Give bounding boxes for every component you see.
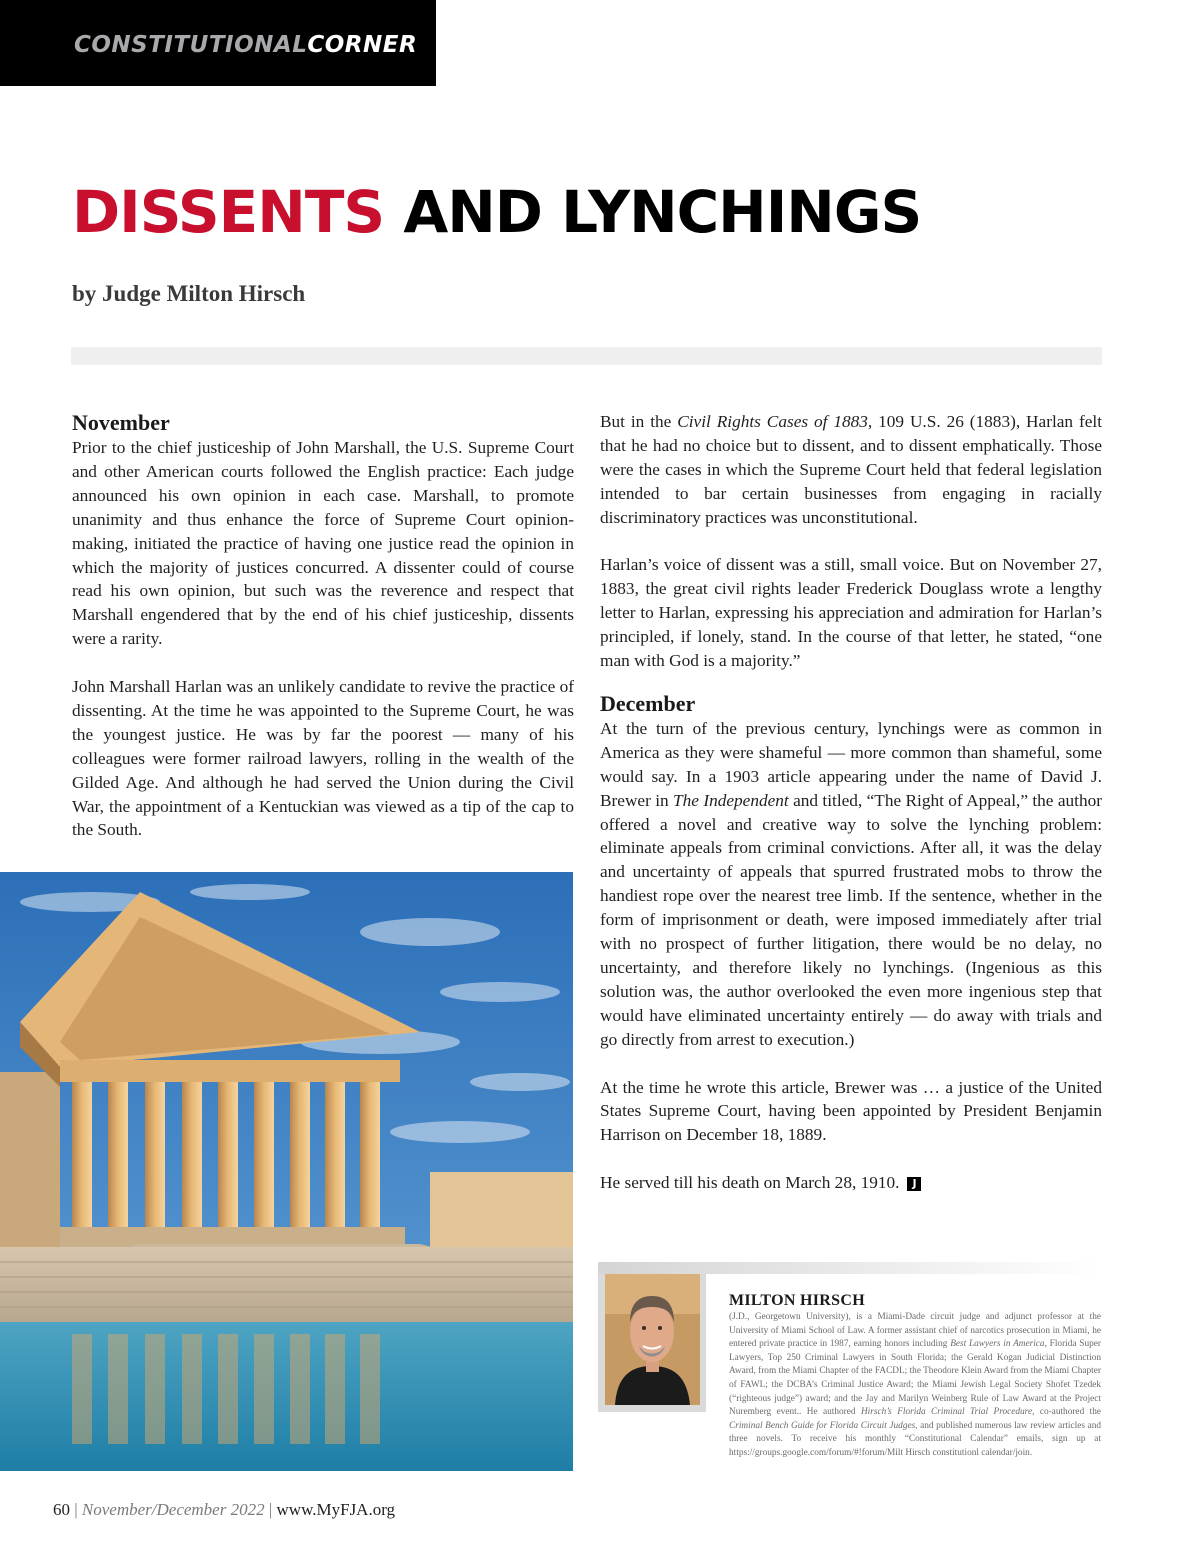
- website-link[interactable]: www.MyFJA.org: [276, 1500, 396, 1519]
- case-citation: Civil Rights Cases of 1883: [677, 412, 868, 431]
- bio-name: MILTON HIRSCH: [729, 1292, 865, 1309]
- article-paragraph: He served till his death on March 28, 1910. J: [600, 1171, 1102, 1195]
- article-headline: [72, 178, 922, 246]
- article-column-right: [600, 410, 1102, 1195]
- footer-separator: |: [74, 1500, 78, 1519]
- issue-date: November/December 2022: [81, 1500, 265, 1519]
- article-column-left: [72, 410, 574, 842]
- bio-text: (J.D., Georgetown University), is a Miami-Dade circuit judge and adjunct professor at the University of Miami School of Law. A former assistant chief of narcotics prosecution in Miami, he entered private practice in 1987, earning honors including Best Lawyers in America, Florida Super Lawyers, Top 250 Criminal Lawyers in South Florida; the Gerald Kogan Judicial Distinction Award, from the Miami Chapter of the FACDL; the Theodore Klein Award from the Miami Chapter of FAWL; the DCBA’s Criminal Justice Award; the Miami Jewish Legal Society Shofet Tzedek (“righteous judge”) award; and the Jay and Marilyn Weinberg Rule of Law Award at the Project Nuremberg event.. He authored Hirsch’s Florida Criminal Trial Procedure, co-authored the Criminal Bench Guide for Florida Circuit Judges, and published numerous law review articles and three novels. To receive his monthly “Constitutional Calendar” emails, sign up at https://groups.google.com/forum/#!forum/Milt Hirsch constitutionl calendar/join.: [729, 1312, 1101, 1458]
- page-number: 60: [53, 1500, 70, 1519]
- december-heading: December: [600, 690, 696, 716]
- byline: by Judge Milton Hirsch: [72, 281, 306, 306]
- supreme-court-photo: [0, 872, 573, 1471]
- end-mark-icon: J: [907, 1177, 921, 1191]
- article-paragraph: John Marshall Harlan was an unlikely candidate to revive the practice of dissenting. At the time he was appointed to the Supreme Court, he was the youngest justice. He was by far the poorest — many of his colleagues were former railroad lawyers, rolling in the wealth of the Gilded Age. And although he had served the Union during the Civil War, the appointment of a Kentuckian was viewed as a tip of the cap to the South.: [72, 677, 574, 840]
- article-paragraph: But in the Civil Rights Cases of 1883, 109 U.S. 26 (1883), Harlan felt that he had no choice but to dissent, and to dissent emphatically. Those were the cases in which the Supreme Court held that federal legislation intended to bar certain businesses from engaging in racially discriminatory practices was unconstitutional.: [600, 412, 1103, 527]
- headline-black-words: AND LYNCHINGS: [403, 178, 922, 246]
- article-paragraph: Prior to the chief justiceship of John Marshall, the U.S. Supreme Court and other American courts followed the English practice: Each judge announced his own opinion in each case. Marshall, to promote unanimity and thus enhance the force of Supreme Court opinion-making, initiated the practice of having one justice read the opinion in which the majority of justices concurred. A dissenter could of course read his own opinion, but such was the reverence and respect that Marshall engendered that by the end of his chief justiceship, dissents were a rarity.: [72, 438, 574, 649]
- bio-top-rule: [598, 1262, 1102, 1274]
- divider-bar: [71, 347, 1102, 365]
- headline-red-word: DISSENTS: [72, 178, 385, 246]
- author-photo: [605, 1274, 700, 1405]
- article-paragraph: At the time he wrote this article, Brewer was … a justice of the United States Supreme Court, having been appointed by President Benjamin Harrison on December 18, 1889.: [600, 1077, 1102, 1145]
- section-tab: [0, 0, 436, 86]
- article-paragraph: Harlan’s voice of dissent was a still, small voice. But on November 27, 1883, the great civil rights leader Frederick Douglass wrote a lengthy letter to Harlan, expressing his appreciation and admiration for Harlan’s principled, if lonely, stand. In the course of that letter, he stated, “one man with God is a majority.”: [600, 555, 1102, 671]
- section-title: CONSTITUTIONALCORNER: [74, 32, 418, 58]
- page-footer: [53, 1500, 395, 1520]
- november-heading: November: [72, 410, 170, 435]
- publication-title: The Independent: [673, 790, 789, 810]
- footer-separator: |: [268, 1500, 273, 1519]
- article-paragraph: At the turn of the previous century, lynchings were as common in America as they were shameful — more common than shameful, some would say. In a 1903 article appearing under the name of David J. Brewer in The Independent and titled, “The Right of Appeal,” the author offered a novel and creative way to solve the lynching problem: eliminate appeals from criminal convictions. After all, it was the delay and uncertainty of appeals that spurred frustrated mobs to throw the handiest rope over the nearest tree limb. If the sentence, whether in the form of imprisonment or death, were imposed immediately after trial with no prospect of further litigation, there would be no delay, no uncertainty, and therefore likely no lynchings. (Ingenious as this solution was, the author overlooked the even more ingenious step that would have eliminated uncertainty entirely — do away with trials and go directly from arrest to execution.): [600, 718, 1102, 1049]
